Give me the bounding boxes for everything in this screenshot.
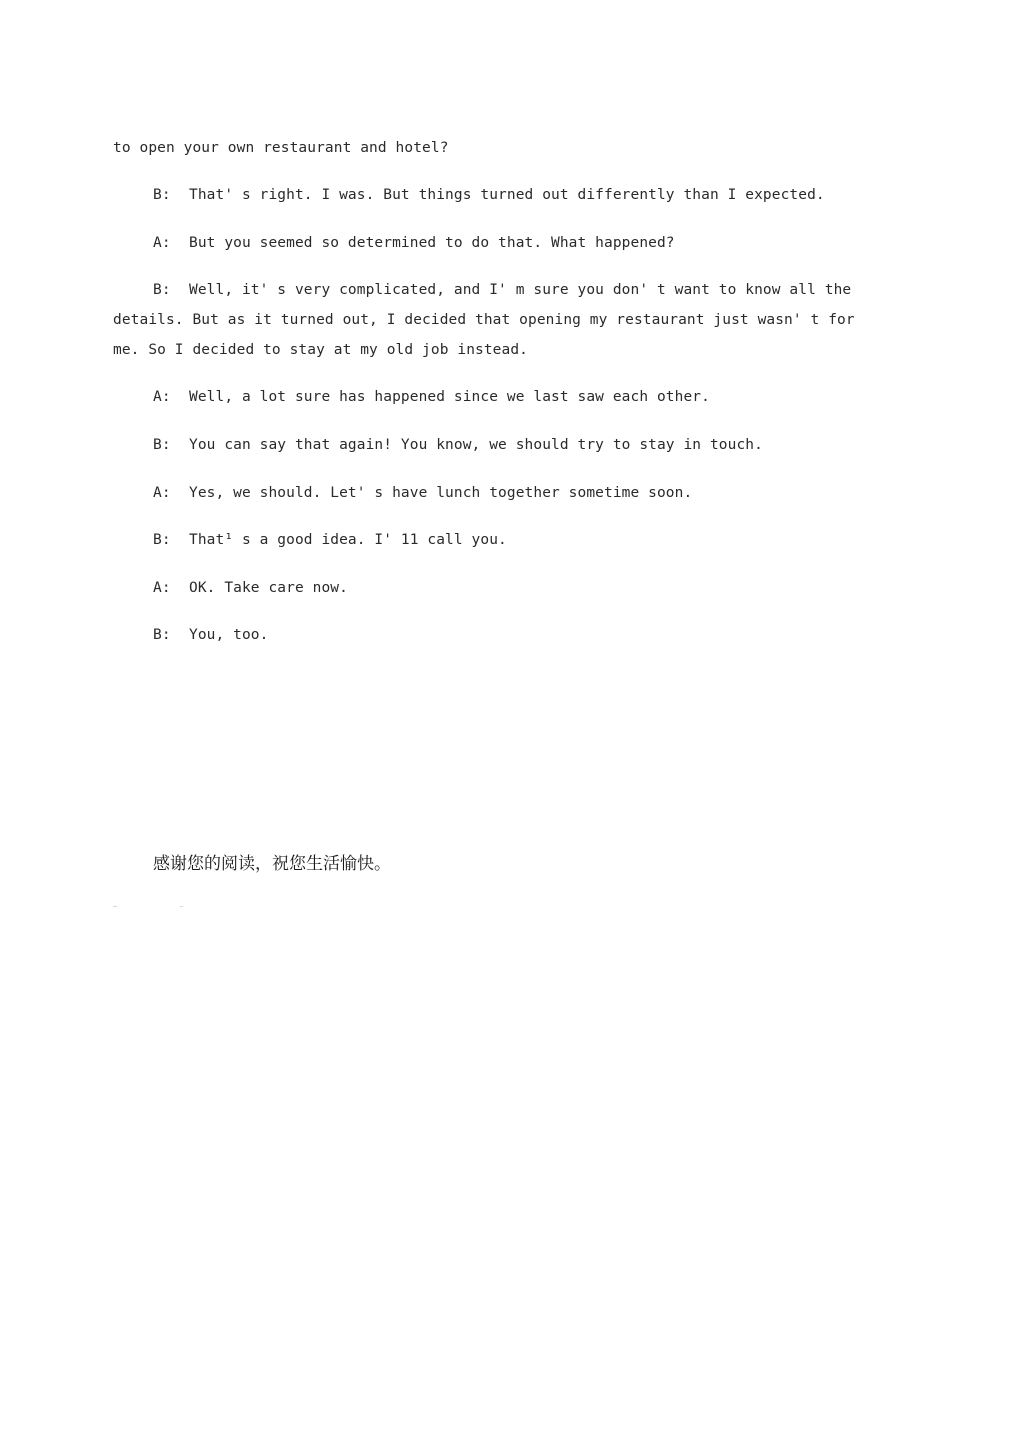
turn-text-continued: details. But as it turned out, I decided that opening my restaurant just wasn' t for <box>113 312 855 328</box>
turn-text: That¹ s a good idea. I' 11 call you. <box>189 532 507 548</box>
dialogue-turn-b-5 <box>153 624 268 646</box>
turn-text: You, too. <box>189 627 269 643</box>
speaker-label: A: <box>153 580 171 596</box>
dialogue-turn-a-3 <box>153 482 692 504</box>
turn-text: OK. Take care now. <box>189 580 348 596</box>
speaker-label: B: <box>153 532 171 548</box>
turn-text: Yes, we should. Let' s have lunch together sometime soon. <box>189 485 693 501</box>
speaker-label: B: <box>153 437 171 453</box>
speaker-label: A: <box>153 389 171 405</box>
dialogue-turn-b-1 <box>153 184 825 206</box>
dialogue-turn-b-3 <box>153 434 763 456</box>
speaker-label: B: <box>153 187 171 203</box>
closing-note: 感谢您的阅读，祝您生活愉快。 <box>153 854 391 874</box>
speaker-label: A: <box>153 485 171 501</box>
speaker-label: B: <box>153 282 171 298</box>
turn-text: That' s right. I was. But things turned out differently than I expected. <box>189 187 825 203</box>
turn-text: But you seemed so determined to do that. What happened? <box>189 235 675 251</box>
turn-text: Well, a lot sure has happened since we last saw each other. <box>189 389 710 405</box>
turn-text: Well, it' s very complicated, and I' m sure you don' t want to know all the <box>189 282 852 298</box>
faint-divider-mark <box>113 906 117 907</box>
dialogue-turn-a-4 <box>153 577 348 599</box>
dialogue-turn-a-2 <box>153 386 710 408</box>
dialogue-turn-b-4 <box>153 529 507 551</box>
turn-text-continued: me. So I decided to stay at my old job instead. <box>113 342 528 358</box>
speaker-label: A: <box>153 235 171 251</box>
dialogue-continuation-line: to open your own restaurant and hotel? <box>113 140 449 156</box>
speaker-label: B: <box>153 627 171 643</box>
turn-text: You can say that again! You know, we should try to stay in touch. <box>189 437 763 453</box>
dialogue-turn-a-1 <box>153 232 675 254</box>
faint-divider-mark <box>180 906 183 907</box>
dialogue-turn-b-2 <box>153 279 851 301</box>
